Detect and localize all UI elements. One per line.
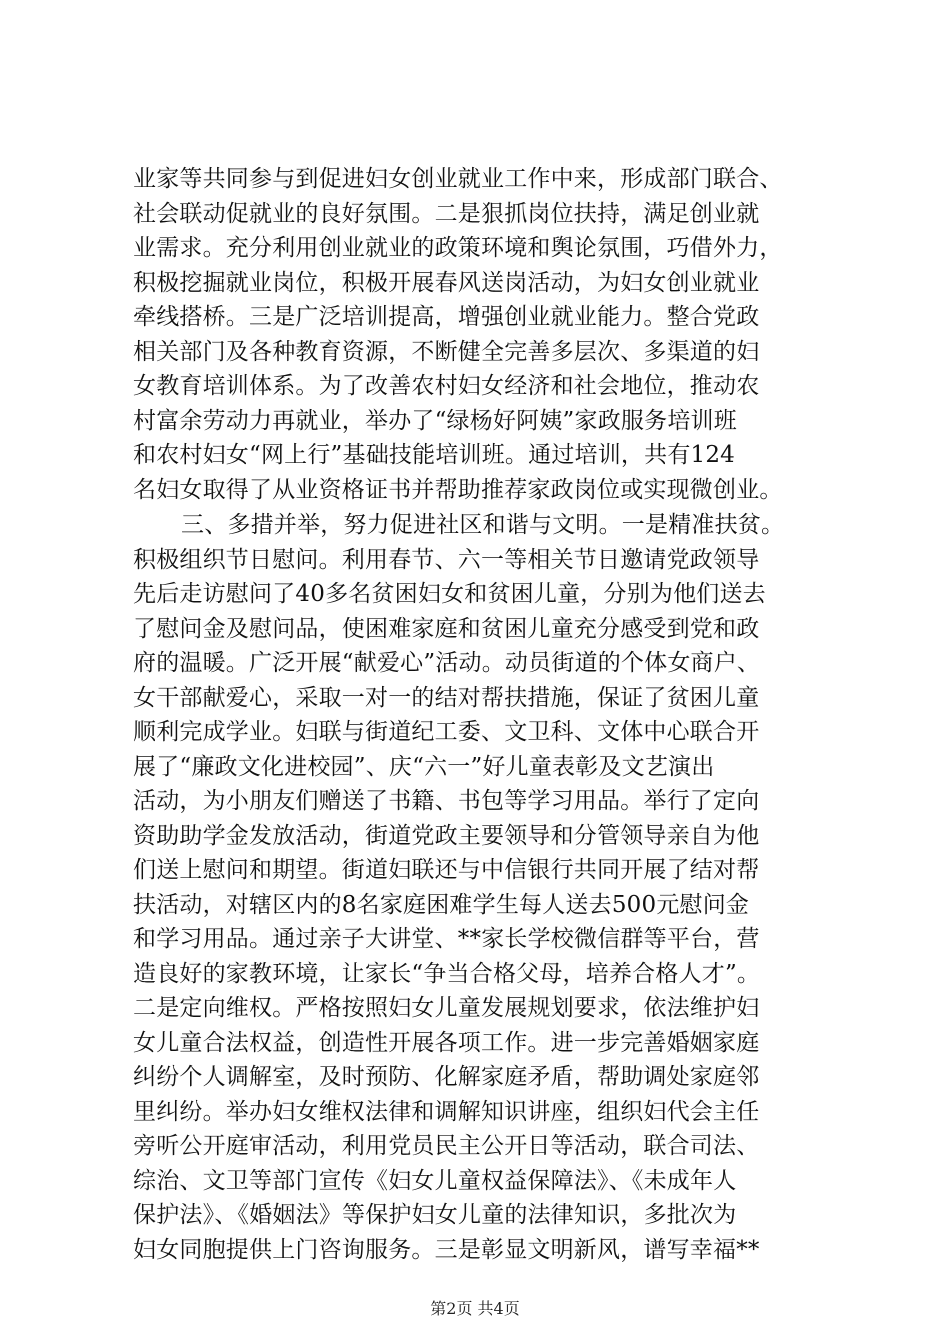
text-line: 业家等共同参与到促进妇女创业就业工作中来，形成部门联合、 bbox=[133, 166, 783, 192]
page-footer bbox=[0, 1296, 950, 1319]
text-line: 资助助学金发放活动，街道党政主要领导和分管领导亲自为他 bbox=[133, 822, 760, 849]
text-line: 府的温暖。广泛开展“献爱心”活动。动员街道的个体女商户、 bbox=[133, 650, 761, 676]
text-line: 里纠纷。举办妇女维权法律和调解知识讲座，组织妇代会主任 bbox=[133, 1098, 760, 1125]
text-line: 活动，为小朋友们赠送了书籍、书包等学习用品。举行了定向 bbox=[133, 788, 760, 814]
text-line: 妇女同胞提供上门咨询服务。三是彰显文明新风，谱写幸福** bbox=[133, 1236, 760, 1263]
text-line: 保护法》、《婚姻法》等保护妇女儿童的法律知识，多批次为 bbox=[133, 1202, 737, 1228]
text-line: 女教育培训体系。为了改善农村妇女经济和社会地位，推动农 bbox=[133, 373, 760, 399]
text-line: 女干部献爱心，采取一对一的结对帮扶措施，保证了贫困儿童 bbox=[133, 684, 760, 711]
text-line: 造良好的家教环境，让家长“争当合格父母，培养合格人才”。 bbox=[133, 960, 761, 987]
text-line: 女儿童合法权益，创造性开展各项工作。进一步完善婚姻家庭 bbox=[133, 1029, 760, 1056]
text-line: 名妇女取得了从业资格证书并帮助推荐家政岗位或实现微创业。 bbox=[133, 476, 783, 503]
text-line: 先后走访慰问了40多名贫困妇女和贫困儿童，分别为他们送去 bbox=[133, 581, 766, 607]
text-line: 综治、文卫等部门宣传《妇女儿童权益保障法》、《未成年人 bbox=[133, 1167, 737, 1194]
text-line: 相关部门及各种教育资源，不断健全完善多层次、多渠道的妇 bbox=[133, 338, 760, 365]
text-line: 积极挖掘就业岗位，积极开展春风送岗活动，为妇女创业就业 bbox=[133, 269, 760, 296]
page-number-label: 第2页 共4页 bbox=[430, 1299, 520, 1318]
text-line: 顺利完成学业。妇联与街道纪工委、文卫科、文体中心联合开 bbox=[133, 719, 760, 745]
text-line: 展了“廉政文化进校园”、庆“六一”好儿童表彰及文艺演出 bbox=[133, 753, 715, 780]
text-line: 纠纷个人调解室，及时预防、化解家庭矛盾，帮助调处家庭邻 bbox=[133, 1064, 760, 1090]
text-line: 社会联动促就业的良好氛围。二是狠抓岗位扶持，满足创业就 bbox=[133, 200, 760, 227]
paragraph-heading-line: 三、多措并举，努力促进社区和谐与文明。一是精准扶贫。 bbox=[181, 512, 785, 538]
text-line: 二是定向维权。严格按照妇女儿童发展规划要求，依法维护妇 bbox=[133, 995, 760, 1021]
paragraph-2 bbox=[133, 508, 833, 1267]
text-line: 们送上慰问和期望。街道妇联还与中信银行共同开展了结对帮 bbox=[133, 857, 760, 883]
text-line: 扶活动，对辖区内的8名家庭困难学生每人送去500元慰问金 bbox=[133, 891, 750, 918]
text-line: 业需求。充分利用创业就业的政策环境和舆论氛围，巧借外力， bbox=[133, 235, 783, 261]
text-line: 和农村妇女“网上行”基础技能培训班。通过培训，共有124 bbox=[133, 442, 736, 468]
text-line: 和学习用品。通过亲子大讲堂、**家长学校微信群等平台，营 bbox=[133, 926, 760, 952]
text-line: 积极组织节日慰问。利用春节、六一等相关节日邀请党政领导 bbox=[133, 546, 760, 573]
paragraph-1 bbox=[133, 162, 833, 507]
text-line: 了慰问金及慰问品，使困难家庭和贫困儿童充分感受到党和政 bbox=[133, 615, 760, 642]
text-line: 牵线搭桥。三是广泛培训提高，增强创业就业能力。整合党政 bbox=[133, 304, 760, 330]
text-line: 旁听公开庭审活动，利用党员民主公开日等活动，联合司法、 bbox=[133, 1133, 760, 1159]
text-line: 村富余劳动力再就业，举办了“绿杨好阿姨”家政服务培训班 bbox=[133, 407, 737, 434]
